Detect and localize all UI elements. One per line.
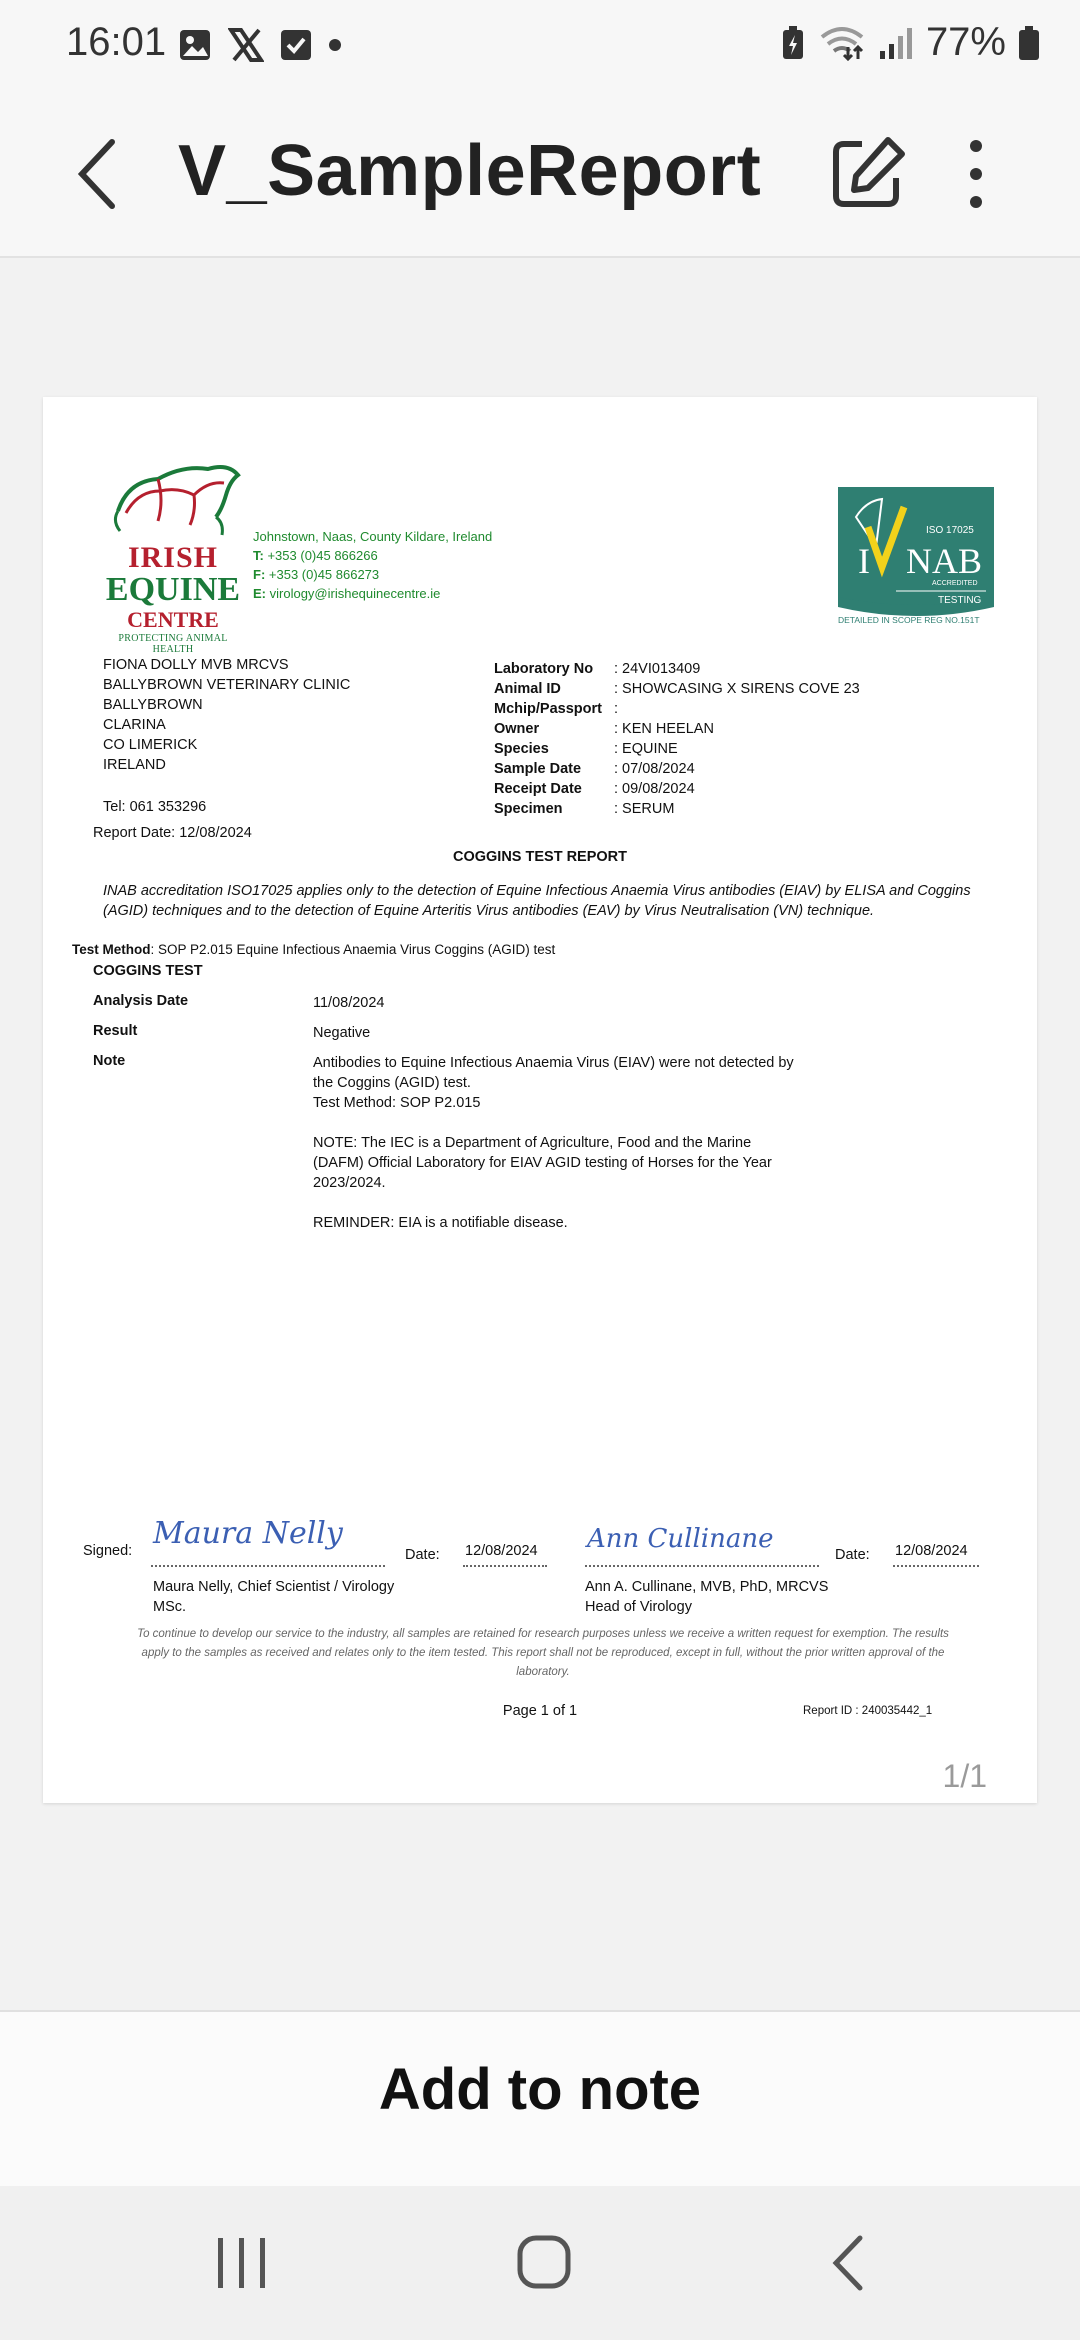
result-value: Negative	[313, 1025, 371, 1041]
document-page[interactable]	[43, 397, 1037, 1803]
signer-1	[153, 1577, 394, 1617]
date-value: 12/08/2024	[465, 1543, 538, 1559]
recipient-address	[103, 655, 350, 775]
field-row: Laboratory No : 24VI013409	[494, 661, 701, 677]
note-line	[313, 1193, 833, 1213]
field-row: Mchip/Passport :	[494, 701, 619, 717]
contact-block	[253, 527, 492, 603]
recent-apps-button[interactable]	[214, 2236, 270, 2290]
note-line: Antibodies to Equine Infectious Anaemia Virus (EIAV) were not detected by	[313, 1055, 794, 1071]
signer-title: Head of Virology	[585, 1599, 692, 1615]
report-date: Report Date: 12/08/2024	[93, 825, 252, 841]
nav-back-button[interactable]	[828, 2234, 868, 2292]
note-line: (DAFM) Official Laboratory for EIAV AGID testing of Horses for the Year	[313, 1155, 772, 1171]
status-time: 16:01	[66, 20, 167, 64]
add-to-note-label: Add to note	[378, 2057, 702, 2122]
wifi-icon	[818, 25, 866, 61]
back-icon	[828, 2234, 868, 2292]
svg-text:Maura Nelly: Maura Nelly	[153, 1516, 343, 1551]
signer-title: MSc.	[153, 1599, 187, 1615]
edit-icon	[828, 134, 908, 214]
signature-line	[585, 1565, 819, 1567]
horse-logo-icon	[98, 451, 248, 541]
signature-1	[151, 1509, 391, 1557]
svg-text:ISO 17025: ISO 17025	[926, 525, 974, 536]
date-value: 12/08/2024	[895, 1543, 968, 1559]
field-row: Owner : KEN HEELAN	[494, 721, 714, 737]
edit-button[interactable]	[828, 134, 908, 214]
recent-apps-icon	[214, 2236, 270, 2290]
date-label: Date:	[835, 1547, 870, 1563]
battery-percent: 77%	[925, 20, 1006, 64]
svg-text:DETAILED IN SCOPE REG NO.151T: DETAILED IN SCOPE REG NO.151T	[838, 615, 980, 625]
date-line	[893, 1565, 979, 1567]
note-label: Note	[93, 1053, 126, 1069]
recipient-line: BALLYBROWN VETERINARY CLINIC	[103, 677, 351, 693]
signer-2	[585, 1577, 828, 1617]
result-label: Result	[93, 1023, 138, 1039]
field-row: Specimen : SERUM	[494, 801, 675, 817]
add-to-note-button[interactable]	[0, 2010, 1080, 2186]
gallery-icon	[178, 28, 212, 62]
field-row: Sample Date : 07/08/2024	[494, 761, 695, 777]
home-button[interactable]	[516, 2234, 572, 2290]
svg-text:NAB: NAB	[906, 541, 983, 581]
contact-tel: T: +353 (0)45 866266	[253, 548, 378, 563]
logo-line1: IRISH	[127, 541, 219, 574]
more-vertical-icon	[956, 132, 996, 216]
recipient-line: CO LIMERICK	[103, 737, 198, 753]
logo-line3: CENTRE	[127, 607, 219, 632]
x-icon	[228, 28, 264, 62]
battery-icon	[1018, 25, 1040, 61]
recipient-line: FIONA DOLLY MVB MRCVS	[103, 657, 289, 673]
logo-line2: EQUINE	[105, 571, 241, 608]
page-title: V_SampleReport	[178, 131, 762, 211]
svg-text:TESTING: TESTING	[938, 595, 982, 606]
report-title: COGGINS TEST REPORT	[452, 849, 627, 865]
chevron-left-icon	[72, 136, 128, 212]
logo-tagline: PROTECTING ANIMAL HEALTH	[118, 633, 228, 655]
contact-address: Johnstown, Naas, County Kildare, Ireland	[253, 529, 493, 544]
more-options-button[interactable]	[956, 132, 996, 216]
contact-email[interactable]: E: virology@irishequinecentre.ie	[253, 586, 441, 601]
note-line: 2023/2024.	[313, 1175, 386, 1191]
checkbox-icon	[280, 28, 312, 62]
date-line	[463, 1565, 547, 1567]
recipient-line: IRELAND	[103, 757, 166, 773]
svg-text:ACCREDITED: ACCREDITED	[932, 580, 978, 587]
navigation-bar	[0, 2186, 1080, 2340]
disclaimer: To continue to develop our service to the industry, all samples are retained for research purposes unless we receive a written request for exemption. The results apply to the samples as received and relates only to the item tested. This report shall not be reproduced, except in full, without the prior written approval of the laboratory.	[137, 1628, 949, 1678]
recipient-line: BALLYBROWN	[103, 697, 203, 713]
page-counter: 1/1	[942, 1758, 987, 1794]
contact-fax: F: +353 (0)45 866273	[253, 567, 380, 582]
note-line: REMINDER: EIA is a notifiable disease.	[313, 1215, 568, 1231]
signature-1-image	[151, 1509, 391, 1557]
page-number: Page 1 of 1	[502, 1703, 578, 1719]
document-viewer[interactable]	[0, 258, 1080, 2010]
inab-accreditation-note: INAB accreditation ISO17025 applies only to the detection of Equine Infectious Anaemia Virus antibodies (EIAV) by ELISA and Coggins (AGID) techniques and to the detection of Equine Arteritis Virus antibodies (EAV) by Virus Neutralisation (VN) technique.	[103, 883, 971, 919]
test-method: Test Method: SOP P2.015 Equine Infectious Anaemia Virus Coggins (AGID) test	[72, 942, 556, 957]
analysis-date-value: 11/08/2024	[313, 995, 385, 1011]
status-bar	[0, 0, 1080, 90]
note-line: Test Method: SOP P2.015	[313, 1095, 481, 1111]
inab-brand: I	[858, 541, 870, 581]
app-bar	[0, 90, 1080, 258]
note-line: NOTE: The IEC is a Department of Agriculture, Food and the Marine	[313, 1135, 752, 1151]
sample-fields	[494, 659, 860, 819]
report-id: Report ID : 240035442_1	[803, 1705, 933, 1717]
signer-name: Ann A. Cullinane, MVB, PhD, MRCVS	[585, 1579, 829, 1595]
date-label: Date:	[405, 1547, 440, 1563]
dot-icon	[328, 28, 342, 62]
signature-line	[151, 1565, 385, 1567]
note-line: the Coggins (AGID) test.	[313, 1075, 471, 1091]
signed-label: Signed:	[83, 1543, 133, 1559]
field-row: Receipt Date : 09/08/2024	[494, 781, 695, 797]
back-button[interactable]	[72, 136, 128, 212]
notification-icons	[178, 28, 342, 62]
signer-name: Maura Nelly, Chief Scientist / Virology	[153, 1579, 395, 1595]
battery-saver-icon	[780, 25, 806, 61]
iec-logo	[98, 451, 248, 655]
signal-icon	[878, 25, 914, 61]
status-right	[780, 20, 1040, 65]
home-icon	[516, 2234, 572, 2290]
recipient-line: CLARINA	[103, 717, 166, 733]
inab-logo	[836, 487, 998, 627]
analysis-date-label: Analysis Date	[93, 993, 189, 1009]
note-line	[313, 1113, 833, 1133]
note-text	[313, 1053, 833, 1233]
section-title: COGGINS TEST	[93, 963, 203, 979]
inab-badge-icon	[836, 487, 998, 627]
field-row: Animal ID : SHOWCASING X SIRENS COVE 23	[494, 681, 860, 697]
svg-text:Ann Cullinane: Ann Cullinane	[587, 1524, 774, 1554]
signature-2	[583, 1503, 783, 1561]
recipient-tel: Tel: 061 353296	[103, 799, 207, 815]
signature-2-image	[583, 1503, 783, 1561]
field-row: Species : EQUINE	[494, 741, 678, 757]
